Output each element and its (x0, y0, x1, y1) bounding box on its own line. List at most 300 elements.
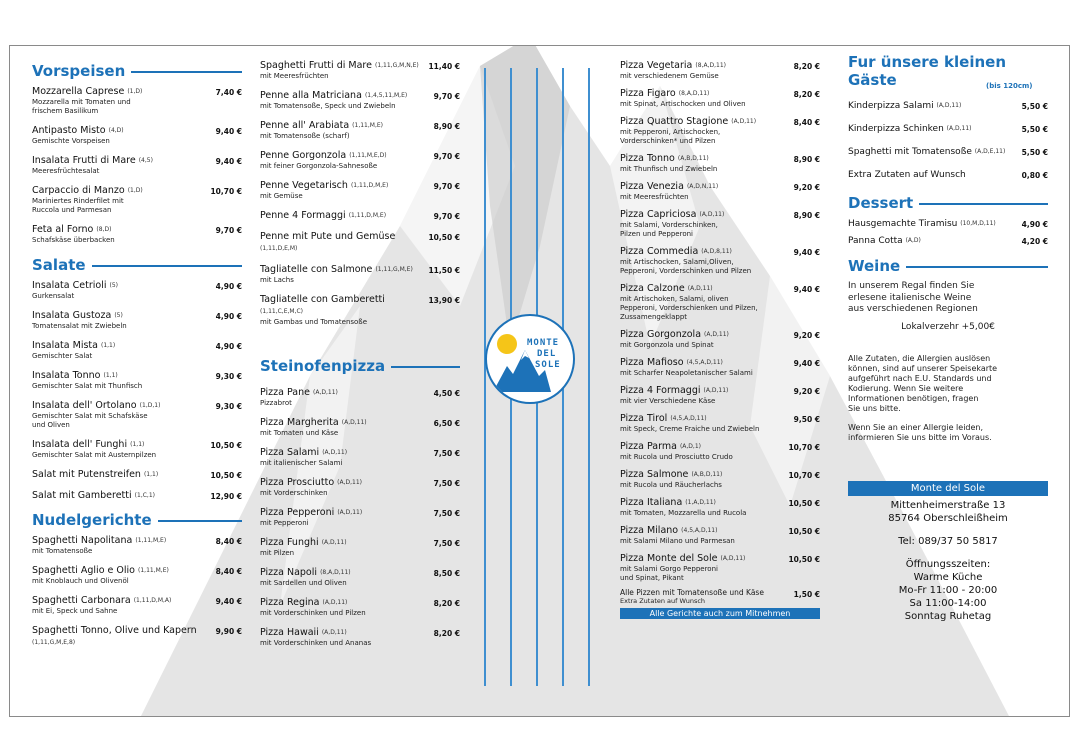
item-desc: mit Spinat, Artischocken und Oliven (620, 100, 746, 108)
allergen-code: (A,D,11) (704, 331, 729, 338)
item-desc: Extra Zutaten auf Wunsch (620, 597, 706, 605)
allergen-code: (A,D,11) (313, 389, 338, 396)
item-name (848, 146, 1018, 158)
list-item (260, 264, 460, 285)
item-price: 4,20 € (1021, 237, 1048, 246)
allergen-code: (1,4,5,11,M,E) (364, 92, 408, 99)
list-item (260, 60, 460, 81)
section-nudel (32, 509, 242, 531)
item-name-text: Spaghetti Frutti di Mare (260, 60, 372, 71)
item-price: 9,40 € (793, 359, 820, 368)
allergen-code: (1,11,D,M,A) (133, 597, 172, 604)
item-name-text: Penne Gorgonzola (260, 150, 347, 161)
item-name-text: Penne alla Matriciana (260, 90, 362, 101)
item-name-text: Pizza Milano (620, 525, 679, 536)
item-price: 10,50 € (788, 499, 820, 508)
item-name (32, 370, 212, 382)
item-name-text: Pizza Venezia (620, 181, 684, 192)
menu-page (9, 45, 1070, 717)
item-price: 10,70 € (788, 471, 820, 480)
item-name (260, 120, 430, 132)
list-item (620, 181, 820, 202)
item-desc: Pizzabrot (260, 399, 292, 407)
item-name-text: Pizza Tirol (620, 413, 668, 424)
takeaway-banner: Alle Gerichte auch zum Mitnehmen (620, 608, 820, 619)
allergen-code: (A,D,11) (321, 539, 347, 546)
allergen-code: (8,A,D,11) (678, 90, 710, 97)
item-desc: Mozzarella mit Tomaten und frischem Basilikum (32, 98, 131, 115)
list-item (32, 340, 242, 361)
item-price: 10,50 € (210, 441, 242, 450)
item-name-text: Salat mit Gamberetti (32, 490, 132, 501)
phone-number[interactable]: Tel: 089/37 50 5817 (898, 535, 998, 547)
list-item (32, 469, 242, 481)
list-item (620, 60, 820, 81)
item-price: 9,40 € (215, 127, 242, 136)
address-city: 85764 Oberschleißheim (888, 512, 1008, 524)
item-name (32, 439, 206, 451)
brand-line1: MONTE (527, 338, 560, 348)
item-name-text: Pizza Gorgonzola (620, 329, 702, 340)
section-title: Nudelgerichte (32, 511, 152, 529)
item-price: 8,20 € (793, 62, 820, 71)
item-price: 8,40 € (215, 567, 242, 576)
allergen-code: (1,11,M,E) (138, 567, 169, 574)
item-name (620, 441, 784, 453)
list-item (848, 235, 1048, 247)
item-desc: mit Rucola und Prosciutto Crudo (620, 453, 733, 461)
salate-list (32, 280, 242, 502)
list-item (32, 224, 242, 245)
pizza-list (620, 60, 820, 583)
item-price: 9,20 € (793, 331, 820, 340)
item-desc: mit Tomaten, Mozzarella und Rucola (620, 509, 747, 517)
item-price: 10,50 € (788, 555, 820, 564)
item-name (32, 469, 206, 481)
item-name (260, 90, 430, 102)
allergen-code: (A,B,D,11) (677, 155, 709, 162)
item-name-text: Pizza Quattro Stagione (620, 116, 729, 127)
item-desc: Mariniertes Rinderfilet mit Ruccola und Parmesan (32, 197, 124, 214)
item-name (260, 567, 430, 579)
item-price: 5,50 € (1021, 148, 1048, 157)
list-item (260, 120, 460, 141)
allergen-code: (1,D,1) (139, 402, 161, 409)
item-name (620, 283, 790, 295)
item-name-text: Pizza Mafioso (620, 357, 684, 368)
allergen-code: (1,11,G,M,E,8) (32, 639, 76, 646)
item-name (620, 525, 784, 537)
contact-banner: Monte del Sole (848, 481, 1048, 496)
allergy-note: Alle Zutaten, die Allergien auslösen können, sind auf unserer Speisekarte aufgeführt nach E.U. Standards und Kodierung. Wenn Sie weitere Informationen benötigen, fragen Sie uns bitte. (848, 353, 998, 413)
item-name-text: Pizza 4 Formaggi (620, 385, 701, 396)
item-name-text: Pizza Regina (260, 597, 320, 608)
item-desc: mit Scharfer Neapoletanischer Salami (620, 369, 753, 377)
item-price: 5,50 € (1021, 102, 1048, 111)
item-name (260, 264, 424, 276)
item-price: 10,70 € (788, 443, 820, 452)
item-name (260, 627, 430, 639)
item-desc: mit Artischocken, Salami,Oliven, Pepperoni, Vorderschinken und Pilzen (620, 258, 752, 275)
list-item (32, 280, 242, 301)
allergen-code: (8,D) (96, 226, 112, 233)
item-desc: mit Gambas und Tomatensoße (260, 318, 368, 326)
item-name-text: Feta al Forno (32, 224, 94, 235)
item-name (620, 553, 784, 565)
monte-del-sole-logo (485, 314, 575, 404)
item-name-text: Pizza Italiana (620, 497, 683, 508)
section-weine (848, 255, 1048, 277)
item-name (620, 357, 790, 369)
list-item (260, 210, 460, 222)
item-desc: Schafskäse überbacken (32, 236, 115, 244)
item-price: 10,50 € (788, 527, 820, 536)
section-title: Vorspeisen (32, 62, 126, 80)
item-name (32, 595, 212, 607)
item-name (32, 565, 212, 577)
allergen-code: (A,D,11) (321, 629, 347, 636)
item-name (848, 235, 1018, 247)
item-price: 10,70 € (210, 187, 242, 196)
column-pizza (620, 60, 820, 619)
list-item (32, 155, 242, 176)
item-desc: mit Meeresfrüchten (620, 193, 689, 201)
list-item (260, 507, 460, 528)
allergen-code: (4,5,A,D,11) (670, 415, 707, 422)
nudel-list (32, 535, 242, 649)
section-vorspeisen (32, 60, 242, 82)
item-desc: Meeresfrüchtesalat (32, 167, 100, 175)
item-name-text: Pizza Prosciutto (260, 477, 335, 488)
item-name-text: Penne all' Arabiata (260, 120, 350, 131)
section-title: Weine (848, 257, 901, 275)
allergen-code: (A,B,D,11) (691, 471, 723, 478)
hours-sunday: Sonntag Ruhetag (904, 610, 992, 622)
item-name-text: Carpaccio di Manzo (32, 185, 125, 196)
item-name (260, 537, 430, 549)
item-name: Alle Pizzen mit Tomatensoße und Käse (620, 588, 764, 597)
item-name-text: Spaghetti Tonno, Olive und Kapern (32, 625, 197, 636)
item-name (260, 597, 430, 609)
hours-title: Öffnungsszeiten: (905, 558, 991, 570)
item-price: 10,50 € (210, 471, 242, 480)
item-name-text: Insalata dell' Funghi (32, 439, 128, 450)
allergen-code: (4,5,A,D,11) (681, 527, 718, 534)
allergen-code: (1,11,M,E) (135, 537, 167, 544)
dessert-list (848, 218, 1048, 247)
item-desc: Gemischter Salat mit Schafskäse und Oliven (32, 412, 148, 429)
allergen-code: (A,D,11) (720, 555, 746, 562)
item-price: 11,50 € (428, 266, 460, 275)
allergen-code: (10,M,D,11) (960, 220, 996, 227)
item-price: 8,90 € (793, 155, 820, 164)
item-name-text: Pizza Hawaii (260, 627, 319, 638)
item-name-text: Insalata Cetrioli (32, 280, 107, 291)
item-name-text: Pizza Capriciosa (620, 209, 697, 220)
item-desc: mit Tomatensoße (32, 547, 93, 555)
item-name (32, 280, 212, 292)
allergen-code: (1,11,M,E) (352, 122, 383, 129)
item-desc: mit Pilzen (260, 549, 295, 557)
item-desc: mit Salami Milano und Parmesan (620, 537, 735, 545)
item-price: 9,30 € (215, 402, 242, 411)
list-item (620, 329, 820, 350)
item-desc: mit Pepperoni, Artischocken, Vorderschinken* und Pilzen (620, 128, 721, 145)
list-item (260, 597, 460, 618)
allergen-code: (A,D,11) (322, 449, 348, 456)
section-steinofenpizza (260, 355, 460, 377)
allergen-code: (A,D,11) (731, 118, 757, 125)
item-desc: mit italienischer Salami (260, 459, 343, 467)
item-name-text: Spaghetti Aglio e Olio (32, 565, 135, 576)
item-name (620, 153, 790, 165)
item-desc: mit vier Verschiedene Käse (620, 397, 716, 405)
item-name (260, 210, 430, 222)
item-price: 9,70 € (433, 152, 460, 161)
item-desc: mit Tomaten und Käse (260, 429, 339, 437)
item-desc: mit Speck, Creme Fraiche und Zwiebeln (620, 425, 760, 433)
allergen-code: (A,D,E,11) (974, 148, 1006, 155)
item-name-text: Kinderpizza Schinken (848, 124, 944, 134)
allergen-code: (1,11,C,E,M,C) (260, 308, 304, 315)
item-name-text: Panna Cotta (848, 236, 903, 246)
item-name-text: Pizza Napoli (260, 567, 318, 578)
item-price: 7,40 € (215, 88, 242, 97)
list-item (620, 588, 820, 606)
hours-saturday: Sa 11:00-14:00 (909, 597, 987, 609)
allergen-code: (5) (114, 312, 123, 319)
item-name (620, 246, 790, 258)
item-name-text: Extra Zutaten auf Wunsch (848, 170, 966, 180)
item-name-text: Spaghetti Napolitana (32, 535, 133, 546)
list-item (32, 595, 242, 616)
item-name-text: Penne 4 Formaggi (260, 210, 346, 221)
allergen-code: (1,D) (127, 88, 143, 95)
list-item (32, 370, 242, 391)
item-name (260, 417, 430, 429)
list-item (32, 310, 242, 331)
item-desc: Gurkensalat (32, 292, 75, 300)
list-item (620, 116, 820, 146)
item-name-text: Antipasto Misto (32, 125, 106, 136)
item-price: 9,40 € (215, 597, 242, 606)
item-name (260, 294, 424, 318)
item-price: 9,20 € (793, 183, 820, 192)
item-name-text: Spaghetti mit Tomatensoße (848, 147, 972, 157)
item-name-text: Insalata Frutti di Mare (32, 155, 136, 166)
item-name-text: Salat mit Putenstreifen (32, 469, 141, 480)
allergen-code: (1,1) (143, 471, 159, 478)
item-name (32, 224, 212, 236)
section-title: Fur ünsere kleinen Gäste (848, 53, 1007, 89)
list-item (32, 535, 242, 556)
allergen-code: (1,11,G,M,E) (375, 266, 413, 273)
item-name-text: Penne mit Pute und Gemüse (260, 231, 396, 242)
list-item (260, 294, 460, 327)
item-price: 5,50 € (1021, 125, 1048, 134)
section-dessert (848, 192, 1048, 214)
item-desc: mit Pepperoni (260, 519, 309, 527)
list-item (620, 497, 820, 518)
allergen-code: (A,D,8,11) (701, 248, 732, 255)
list-item (260, 387, 460, 408)
list-item (620, 357, 820, 378)
allergen-code: (5) (109, 282, 118, 289)
list-item (32, 439, 242, 460)
item-name (848, 100, 1018, 112)
list-item (620, 209, 820, 239)
item-price: 1,50 € (793, 590, 820, 599)
item-name-text: Pizza Salmone (620, 469, 689, 480)
divider-line (484, 68, 486, 686)
item-name (260, 507, 430, 519)
list-item (260, 231, 460, 255)
brand-line2: DEL (537, 349, 557, 359)
allergen-code: (1,11,M,E,D) (349, 152, 387, 159)
list-item (260, 150, 460, 171)
hours-weekday: Mo-Fr 11:00 - 20:00 (898, 584, 998, 596)
item-desc: mit Gemüse (260, 192, 303, 200)
allergen-code: (A,D,11) (936, 102, 962, 109)
list-item (32, 490, 242, 502)
allergen-code: (1,11,D,E,M) (260, 245, 298, 252)
allergen-code: (1,11,G,M,N,E) (374, 62, 419, 69)
item-price: 9,40 € (793, 248, 820, 257)
item-price: 9,70 € (215, 226, 242, 235)
item-name (620, 181, 790, 193)
allergen-code: (1,11,D,M,E) (348, 212, 387, 219)
allergen-code: (1,1) (100, 342, 116, 349)
item-name-text: Insalata Tonno (32, 370, 101, 381)
item-name-text: Tagliatelle con Gamberetti (260, 294, 385, 305)
list-item (32, 625, 242, 649)
list-item (848, 169, 1048, 181)
item-desc: mit Vorderschinken (260, 489, 328, 497)
item-price: 9,40 € (215, 157, 242, 166)
allergen-code: (A,D,11) (337, 509, 363, 516)
column-pasta-pizza (260, 60, 460, 657)
allergen-code: (4,D) (108, 127, 124, 134)
item-name-text: Penne Vegetarisch (260, 180, 348, 191)
item-price: 6,50 € (433, 419, 460, 428)
item-name (32, 185, 206, 197)
list-item (32, 86, 242, 116)
item-name (620, 497, 784, 509)
item-desc: mit Tomatensoße (scharf) (260, 132, 350, 140)
list-item (620, 469, 820, 490)
list-item (848, 146, 1048, 158)
item-name (620, 413, 790, 425)
allergen-code: (A,D,11) (337, 479, 363, 486)
address-street: Mittenheimerstraße 13 (890, 499, 1006, 511)
item-name-text: Mozzarella Caprese (32, 86, 125, 97)
list-item (260, 627, 460, 648)
allergen-code: (A,D,11) (341, 419, 367, 426)
item-desc: mit Salami Gorgo Pepperoni und Spinat, Pikant (620, 565, 718, 582)
item-price: 9,90 € (215, 627, 242, 636)
item-name (620, 60, 790, 72)
allergen-code: (4,5) (138, 157, 153, 164)
item-price: 4,50 € (433, 389, 460, 398)
item-name (620, 209, 790, 221)
item-desc: mit Lachs (260, 276, 294, 284)
item-name-text: Spaghetti Carbonara (32, 595, 131, 606)
list-item (620, 553, 820, 583)
list-item (260, 417, 460, 438)
item-desc: mit Ei, Speck und Sahne (32, 607, 118, 615)
list-item (620, 283, 820, 322)
steinofen-list (260, 387, 460, 648)
column-starters (32, 60, 242, 658)
item-price: 10,50 € (428, 233, 460, 242)
item-name (260, 180, 430, 192)
allergen-code: (A,D,N,11) (686, 183, 719, 190)
item-name (848, 169, 1018, 181)
item-price: 9,70 € (433, 212, 460, 221)
item-price: 4,90 € (215, 282, 242, 291)
item-name (32, 125, 212, 137)
section-salate (32, 254, 242, 276)
item-price: 7,50 € (433, 449, 460, 458)
item-price: 11,40 € (428, 62, 460, 71)
allergen-code: (1,1) (103, 372, 118, 379)
item-name-text: Hausgemachte Tiramisu (848, 219, 958, 229)
list-item (32, 565, 242, 586)
column-extras (848, 53, 1048, 623)
item-desc: mit Knoblauch und Olivenöl (32, 577, 129, 585)
item-name-text: Pizza Figaro (620, 88, 676, 99)
list-item (32, 400, 242, 430)
list-item (260, 180, 460, 201)
list-item (620, 441, 820, 462)
item-desc: Gemischter Salat (32, 352, 93, 360)
item-desc: mit Salami, Vorderschinken, Pilzen und Pepperoni (620, 221, 718, 238)
item-price: 13,90 € (428, 296, 460, 305)
allergen-code: (A,D,11) (699, 211, 725, 218)
item-name (620, 469, 784, 481)
allergy-note-2: Wenn Sie an einer Allergie leiden, informieren Sie uns bitte im Voraus. (848, 422, 992, 442)
item-name-text: Pizza Funghi (260, 537, 319, 548)
item-name-text: Pizza Calzone (620, 283, 685, 294)
list-item (620, 413, 820, 434)
list-item (848, 100, 1048, 112)
item-desc: mit Tomatensoße, Speck und Zwiebeln (260, 102, 396, 110)
list-item (260, 567, 460, 588)
item-name-text: Pizza Pane (260, 387, 310, 398)
allergen-code: (1,D) (127, 187, 143, 194)
item-price: 8,90 € (433, 122, 460, 131)
item-name (32, 155, 212, 167)
kinder-subtitle: (bis 120cm) (986, 82, 1033, 90)
item-name (848, 123, 1018, 135)
list-item (260, 477, 460, 498)
item-price: 8,40 € (215, 537, 242, 546)
item-name (260, 150, 430, 162)
item-price: 9,50 € (793, 415, 820, 424)
item-name-text: Pizza Tonno (620, 153, 675, 164)
item-price: 8,20 € (433, 629, 460, 638)
item-price: 12,90 € (210, 492, 242, 501)
item-name-text: Pizza Monte del Sole (620, 553, 718, 564)
item-desc: mit feiner Gorgonzola-Sahnesoße (260, 162, 378, 170)
item-name-text: Pizza Salami (260, 447, 320, 458)
item-name (848, 218, 1018, 230)
item-desc: mit Gorgonzola und Spinat (620, 341, 714, 349)
item-price: 0,80 € (1021, 171, 1048, 180)
allergen-code: (A,D,11) (946, 125, 972, 132)
item-desc: Gemischter Salat mit Thunfisch (32, 382, 143, 390)
item-price: 4,90 € (215, 312, 242, 321)
